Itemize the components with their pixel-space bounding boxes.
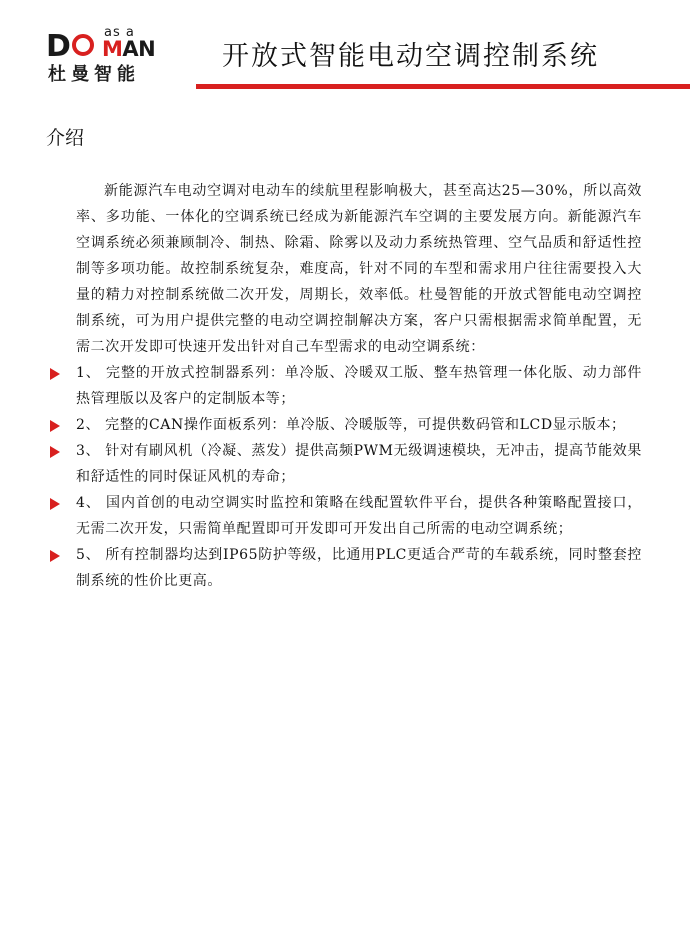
page-title: 开放式智能电动空调控制系统 (222, 41, 599, 72)
logo-man-rest-letters: AN (122, 37, 156, 61)
feature-text: 1、 完整的开放式控制器系列：单冷版、冷暖双工版、整车热管理一体化版、动力部件热管理版以及客户的定制版本等； (76, 365, 642, 407)
feature-list (76, 360, 642, 594)
intro-paragraph: 新能源汽车电动空调对电动车的续航里程影响极大，甚至高达25—30%，所以高效率、多功能、一体化的空调系统已经成为新能源汽车空调的主要发展方向。新能源汽车空调系统必须兼顾制冷、制热、除霜、除雾以及动力系统热管理、空气品质和舒适性控制等多项功能。故控制系统复杂，难度高，针对不同的车型和需求用户往往需要投入大量的精力对控制系统做二次开发，周期长，效率低。杜曼智能的开放式智能电动空调控制系统，可为用户提供完整的电动空调控制解决方案，客户只需根据需求简单配置，无需二次开发即可快速开发出针对自己车型需求的电动空调系统： (76, 183, 642, 355)
logo-ring-icon (72, 34, 94, 56)
red-triangle-bullet-icon (50, 446, 60, 458)
logo-man-red-letter: M (102, 37, 123, 61)
feature-item (76, 438, 642, 490)
red-triangle-bullet-icon (50, 498, 60, 510)
red-triangle-bullet-icon (50, 368, 60, 380)
red-triangle-bullet-icon (50, 420, 60, 432)
logo-letter-d: D (46, 29, 69, 64)
red-triangle-bullet-icon (50, 550, 60, 562)
logo-asa-text: as a (104, 25, 135, 40)
feature-item (76, 412, 642, 438)
logo-mark (46, 25, 166, 64)
header-divider (196, 84, 690, 89)
feature-text: 5、 所有控制器均达到IP65防护等级，比通用PLC更适合严苛的车载系统，同时整套控制系统的性价比更高。 (76, 547, 642, 589)
feature-text: 2、 完整的CAN操作面板系列：单冷版、冷暖版等，可提供数码管和LCD显示版本； (76, 417, 626, 433)
feature-item (76, 360, 642, 412)
feature-item (76, 490, 642, 542)
logo-man-text (102, 38, 155, 60)
feature-text: 4、 国内首创的电动空调实时监控和策略在线配置软件平台，提供各种策略配置接口，无需二次开发，只需简单配置即可开发即可开发出自己所需的电动空调系统； (76, 495, 642, 537)
feature-item (76, 542, 642, 594)
company-logo (46, 26, 166, 90)
feature-text: 3、 针对有刷风机（冷凝、蒸发）提供高频PWM无级调速模块，无冲击，提高节能效果和舒适性的同时保证风机的寿命； (76, 443, 642, 485)
logo-chinese-name: 杜曼智能 (48, 64, 140, 85)
content-body (76, 178, 642, 594)
section-heading: 介绍 (46, 127, 85, 149)
